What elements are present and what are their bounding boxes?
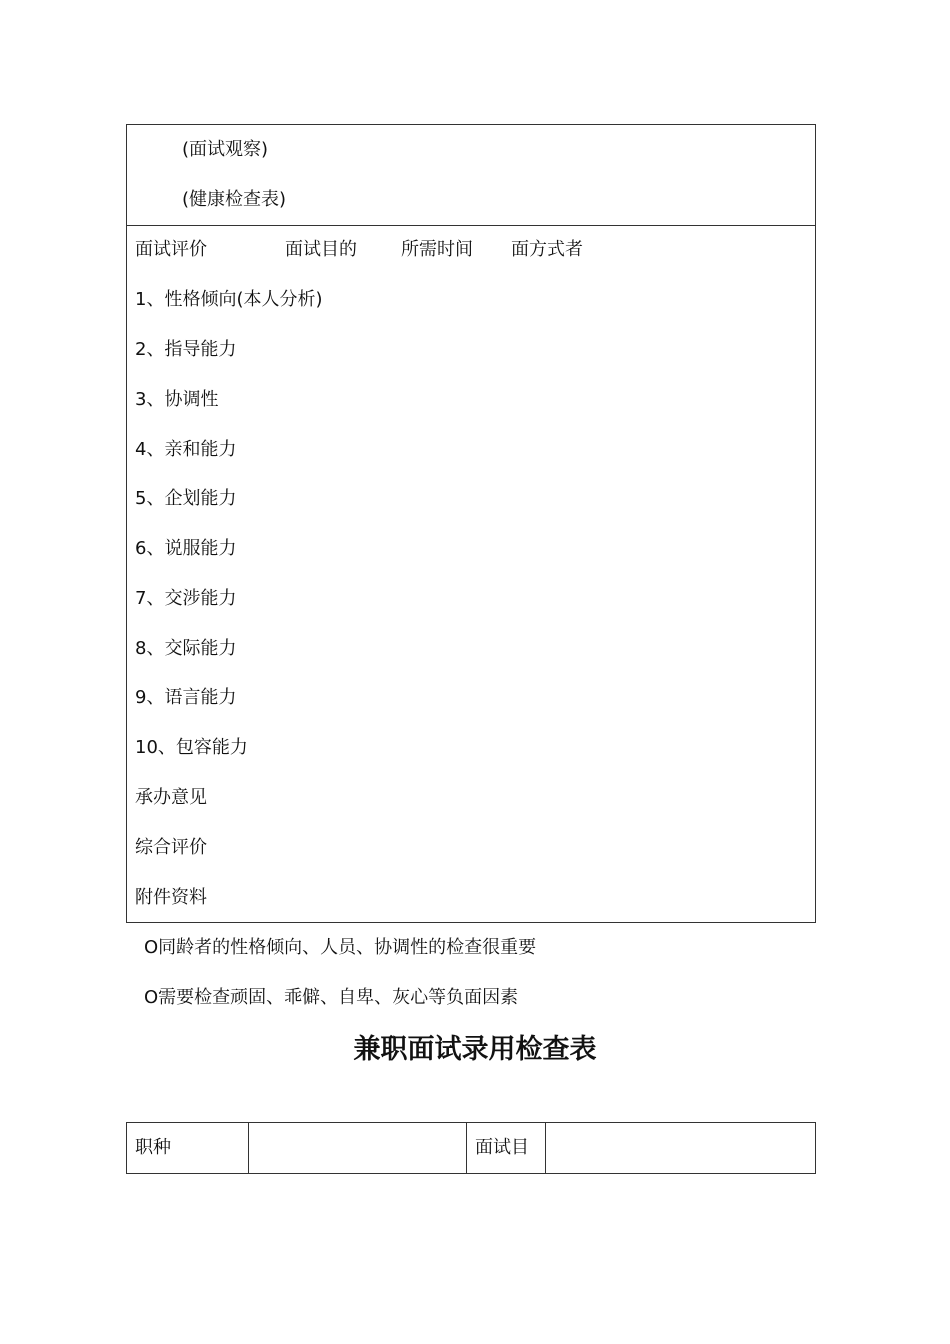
- header-interviewer: 面方式者: [511, 239, 583, 260]
- cell-divider: [545, 1122, 546, 1174]
- evaluation-item: 1、性格倾向(本人分析): [135, 289, 323, 310]
- evaluation-item: 2、指导能力: [135, 339, 237, 360]
- attachments-label: 附件资料: [135, 887, 207, 908]
- evaluation-item: 5、企划能力: [135, 488, 237, 509]
- note-line: O需要检查顽固、乖僻、自卑、灰心等负面因素: [144, 987, 519, 1008]
- table-divider: [126, 225, 816, 226]
- overall-evaluation-label: 综合评价: [135, 837, 207, 858]
- evaluation-item: 10、包容能力: [135, 737, 248, 758]
- handling-opinion-label: 承办意见: [135, 787, 207, 808]
- job-type-label: 职种: [135, 1137, 171, 1158]
- evaluation-item: 8、交际能力: [135, 638, 237, 659]
- header-purpose: 面试目的: [285, 239, 357, 260]
- cell-divider: [466, 1122, 467, 1174]
- evaluation-item: 9、语言能力: [135, 687, 237, 708]
- header-time: 所需时间: [401, 239, 473, 260]
- evaluation-item: 3、协调性: [135, 389, 219, 410]
- job-type-value[interactable]: [256, 1139, 456, 1159]
- header-evaluation: 面试评价: [135, 239, 207, 260]
- health-check-label: (健康检查表): [182, 189, 287, 210]
- evaluation-item: 6、说服能力: [135, 538, 237, 559]
- evaluation-item: 7、交涉能力: [135, 588, 237, 609]
- cell-divider: [248, 1122, 249, 1174]
- form-title: 兼职面试录用检查表: [353, 1034, 597, 1065]
- interview-purpose-label: 面试目: [475, 1137, 529, 1158]
- evaluation-item: 4、亲和能力: [135, 439, 237, 460]
- interview-purpose-value[interactable]: [554, 1139, 804, 1159]
- note-line: O同龄者的性格倾向、人员、协调性的检查很重要: [144, 937, 537, 958]
- observation-label: (面试观察): [182, 139, 269, 160]
